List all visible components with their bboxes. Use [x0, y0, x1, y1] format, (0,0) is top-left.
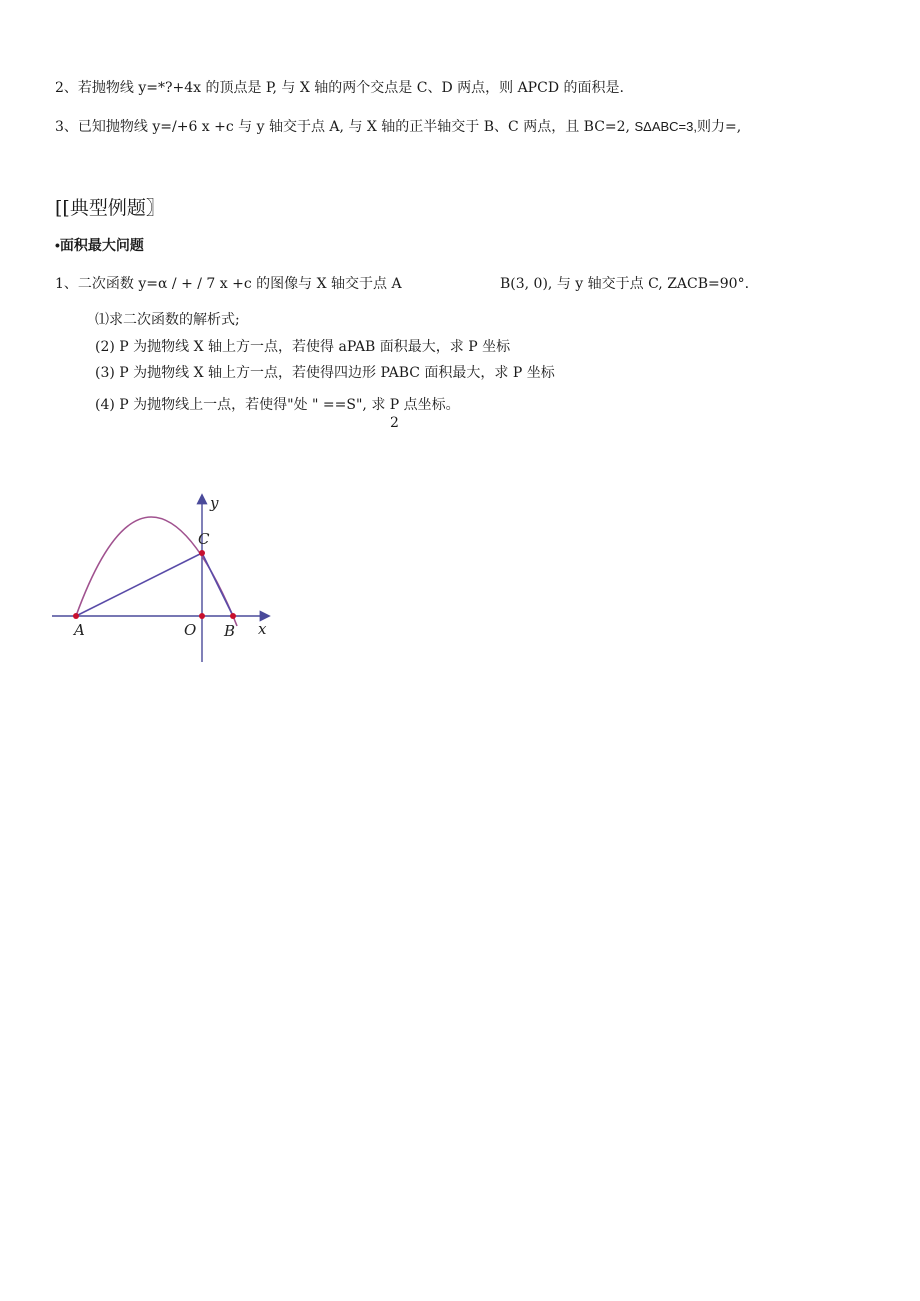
problem-2: 2、若抛物线 y=*?+4x 的顶点是 P, 与 X 轴的两个交点是 C、D 两点，则 APCD 的面积是.: [55, 80, 624, 96]
example-1-stem: 1、二次函数 y=α / + / 7 x +c 的图像与 X 轴交于点 A: [55, 276, 402, 292]
example-1-sub-1: ⑴求二次函数的解析式;: [95, 312, 240, 328]
problem-3-area: SΔABC=3,: [634, 119, 697, 134]
example-1-sub-4: (4) P 为抛物线上一点，若使得"处 " ==S", 求 P 点坐标。: [95, 397, 460, 413]
footnote-2: 2: [390, 415, 399, 431]
label-a: A: [74, 621, 85, 639]
label-x: x: [258, 620, 267, 638]
parabola-figure: [50, 488, 280, 668]
point-b: [230, 613, 236, 619]
point-o: [199, 613, 205, 619]
example-1-stem-cont: B(3, 0), 与 y 轴交于点 C, ZACB=90°.: [500, 276, 750, 292]
segment-cb: [202, 553, 233, 616]
parabola-curve: [76, 517, 237, 626]
label-y: y: [210, 494, 219, 512]
example-1-sub-3: (3) P 为抛物线 X 轴上方一点，若使得四边形 PABC 面积最大，求 P 坐标: [95, 365, 555, 381]
label-b: B: [224, 622, 236, 640]
label-o: O: [184, 621, 197, 639]
segment-ac: [76, 553, 202, 616]
problem-3-tail: 则力=,: [697, 119, 742, 135]
point-c: [199, 550, 205, 556]
problem-3-text: 3、已知抛物线 y=/+6 x +c 与 y 轴交于点 A, 与 X 轴的正半轴交于 B、C 两点，且 BC=2,: [55, 119, 635, 135]
problem-3: [55, 118, 741, 136]
section-subheading: •面积最大问题: [55, 237, 144, 253]
label-c: C: [198, 530, 210, 548]
example-1-sub-2: (2) P 为抛物线 X 轴上方一点，若使得 aPAB 面积最大，求 P 坐标: [95, 339, 511, 355]
section-heading: [[典型例题〗: [55, 197, 165, 219]
point-a: [73, 613, 79, 619]
